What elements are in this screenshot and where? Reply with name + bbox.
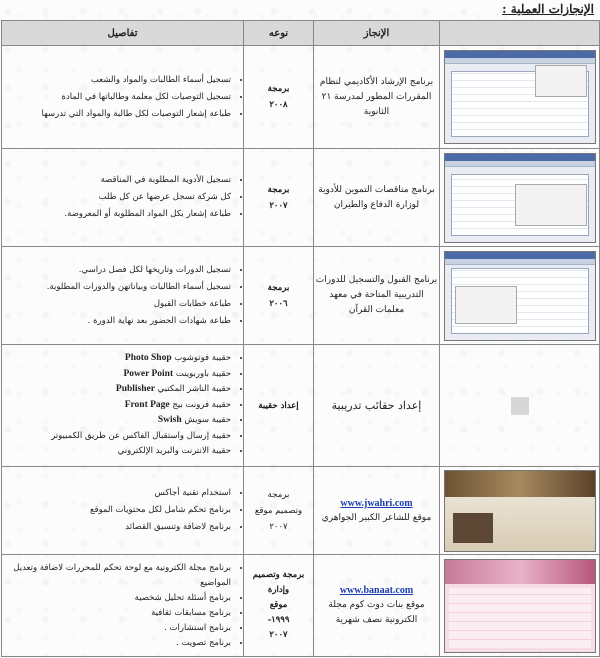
achievement-cell	[314, 555, 440, 657]
type-cell	[244, 555, 314, 657]
detail-item: • حقيبة باوربوينت Power Point	[2, 367, 231, 383]
type-line: ٢٠٠٨	[269, 100, 288, 110]
website-screenshot-jwahri-icon	[444, 470, 596, 552]
table-row	[2, 467, 600, 555]
detail-item: • برنامج مجلة الكترونية مع لوحة تحكم للمحررات لاضافة وتعديل المواضيع	[2, 561, 231, 591]
detail-item: • برنامج مسابقات ثقافية	[2, 606, 231, 621]
type-line: وتصميم موقع	[254, 505, 303, 516]
screenshot-cell	[440, 149, 600, 247]
desktop-app-screenshot-icon	[444, 50, 596, 144]
achievements-table	[1, 20, 600, 657]
achievement-cell	[314, 467, 440, 555]
detail-item: • برنامج تحكم شامل لكل محتويات الموقع	[2, 502, 231, 519]
type-line: ٢٠٠٧	[269, 630, 288, 640]
achievement-cell: برنامج مناقصات التموين للأدوية لوزارة الدفاع والطيران	[314, 149, 440, 247]
detail-item: • تسجيل أسماء الطالبات والمواد والشعب	[2, 72, 231, 89]
type-cell	[244, 46, 314, 149]
screenshot-cell	[440, 467, 600, 555]
type-cell	[244, 345, 314, 467]
page-heading: الإنجازات العملية :	[502, 2, 594, 16]
details-cell	[2, 467, 244, 555]
table-header-row	[2, 21, 600, 46]
details-cell	[2, 247, 244, 345]
type-line: موقع	[269, 600, 288, 610]
type-line: برمجة	[267, 489, 290, 500]
desktop-app-screenshot-icon	[444, 251, 596, 341]
details-cell	[2, 46, 244, 149]
detail-item: • كل شركة تسجل عرضها عن كل طلب	[2, 189, 231, 206]
type-line: برمجة	[267, 84, 290, 94]
type-cell	[244, 467, 314, 555]
detail-item: • حقيبة الانترنت والبريد الإلكتروني	[2, 444, 231, 460]
detail-item: • طباعة إشعار بكل المواد المطلوبة أو المعروضة.	[2, 206, 231, 223]
detail-item: • برنامج لاضافة وتنسيق القصائد	[2, 519, 231, 536]
small-placeholder-image-icon	[511, 397, 529, 415]
type-line: ١٩٩٩-	[267, 615, 290, 625]
type-cell	[244, 247, 314, 345]
type-line: برمجة وتصميم	[252, 570, 305, 580]
type-line: وإدارة	[267, 585, 290, 595]
detail-item: • حقيبة فوتوشوب Photo Shop	[2, 351, 231, 367]
detail-item: • تسجيل أسماء الطالبات وبياناتهن والدورات المطلوبة.	[2, 279, 231, 296]
header-type: نوعه	[244, 21, 314, 46]
achievement-cell: برنامج الإرشاد الأكاديمي لنظام المقررات المطور لمدرسة ٢١ الثانوية	[314, 46, 440, 149]
table-row	[2, 345, 600, 467]
type-line: برمجة	[267, 184, 290, 195]
detail-item: • تسجيل التوصيات لكل معلمة وطالباتها في المادة	[2, 89, 231, 106]
achievement-cell: برنامج القبول والتسجيل للدورات التدريبية المتاحة في معهد معلمات القرآن	[314, 247, 440, 345]
screenshot-cell	[440, 345, 600, 467]
type-line: برمجة	[267, 282, 290, 293]
detail-item: • حقيبة سويش Swish	[2, 413, 231, 429]
type-line: ٢٠٠٦	[269, 298, 288, 309]
table-row	[2, 555, 600, 657]
header-details: تفاصيل	[2, 21, 244, 46]
header-achievement: الإنجاز	[314, 21, 440, 46]
detail-item: • برنامج أسئلة تحليل شخصية	[2, 591, 231, 606]
detail-item: • حقيبة إرسال واستقبال الفاكس عن طريق الكمبيوتر	[2, 429, 231, 445]
detail-item: • طباعة خطابات القبول	[2, 296, 231, 313]
detail-item: • تسجيل الأدوية المطلوبة في المناقصة	[2, 172, 231, 189]
details-cell	[2, 149, 244, 247]
type-cell	[244, 149, 314, 247]
achievement-text: موقع للشاعر الكبير الجواهري	[321, 512, 432, 523]
website-screenshot-banaat-icon	[444, 559, 596, 653]
detail-item: • طباعة شهادات الحضور بعد نهاية الدورة .	[2, 313, 231, 330]
details-cell	[2, 345, 244, 467]
detail-item: • استخدام تقنية أجاكس	[2, 485, 231, 502]
type-line: إعداد حقيبة	[258, 400, 299, 411]
detail-item: • حقيبة الناشر المكتبي Publisher	[2, 382, 231, 398]
achievement-cell: إعداد حقائب تدريبية	[314, 345, 440, 467]
website-link-jwahri[interactable]: www.jwahri.com	[340, 497, 413, 509]
type-line: ٢٠٠٧	[269, 521, 288, 532]
header-image	[440, 21, 600, 46]
screenshot-cell	[440, 555, 600, 657]
table-row	[2, 247, 600, 345]
detail-item: • برنامج تصويت .	[2, 636, 231, 651]
detail-item: • حقيبة فرونت بيج Front Page	[2, 398, 231, 414]
website-link-banaat[interactable]: www.banaat.com	[339, 585, 414, 596]
detail-item: • برنامج استشارات .	[2, 621, 231, 636]
table-row	[2, 46, 600, 149]
detail-item: • طباعة إشعار التوصيات لكل طالبة والمواد التي تدرسها	[2, 106, 231, 123]
type-line: ٢٠٠٧	[269, 200, 288, 211]
screenshot-cell	[440, 247, 600, 345]
table-row	[2, 149, 600, 247]
details-cell	[2, 555, 244, 657]
desktop-app-screenshot-icon	[444, 153, 596, 243]
achievement-text: موقع بنات دوت كوم مجلة الكترونية نصف شهرية	[328, 600, 425, 625]
detail-item: • تسجيل الدورات وتاريخها لكل فصل دراسي.	[2, 262, 231, 279]
screenshot-cell	[440, 46, 600, 149]
